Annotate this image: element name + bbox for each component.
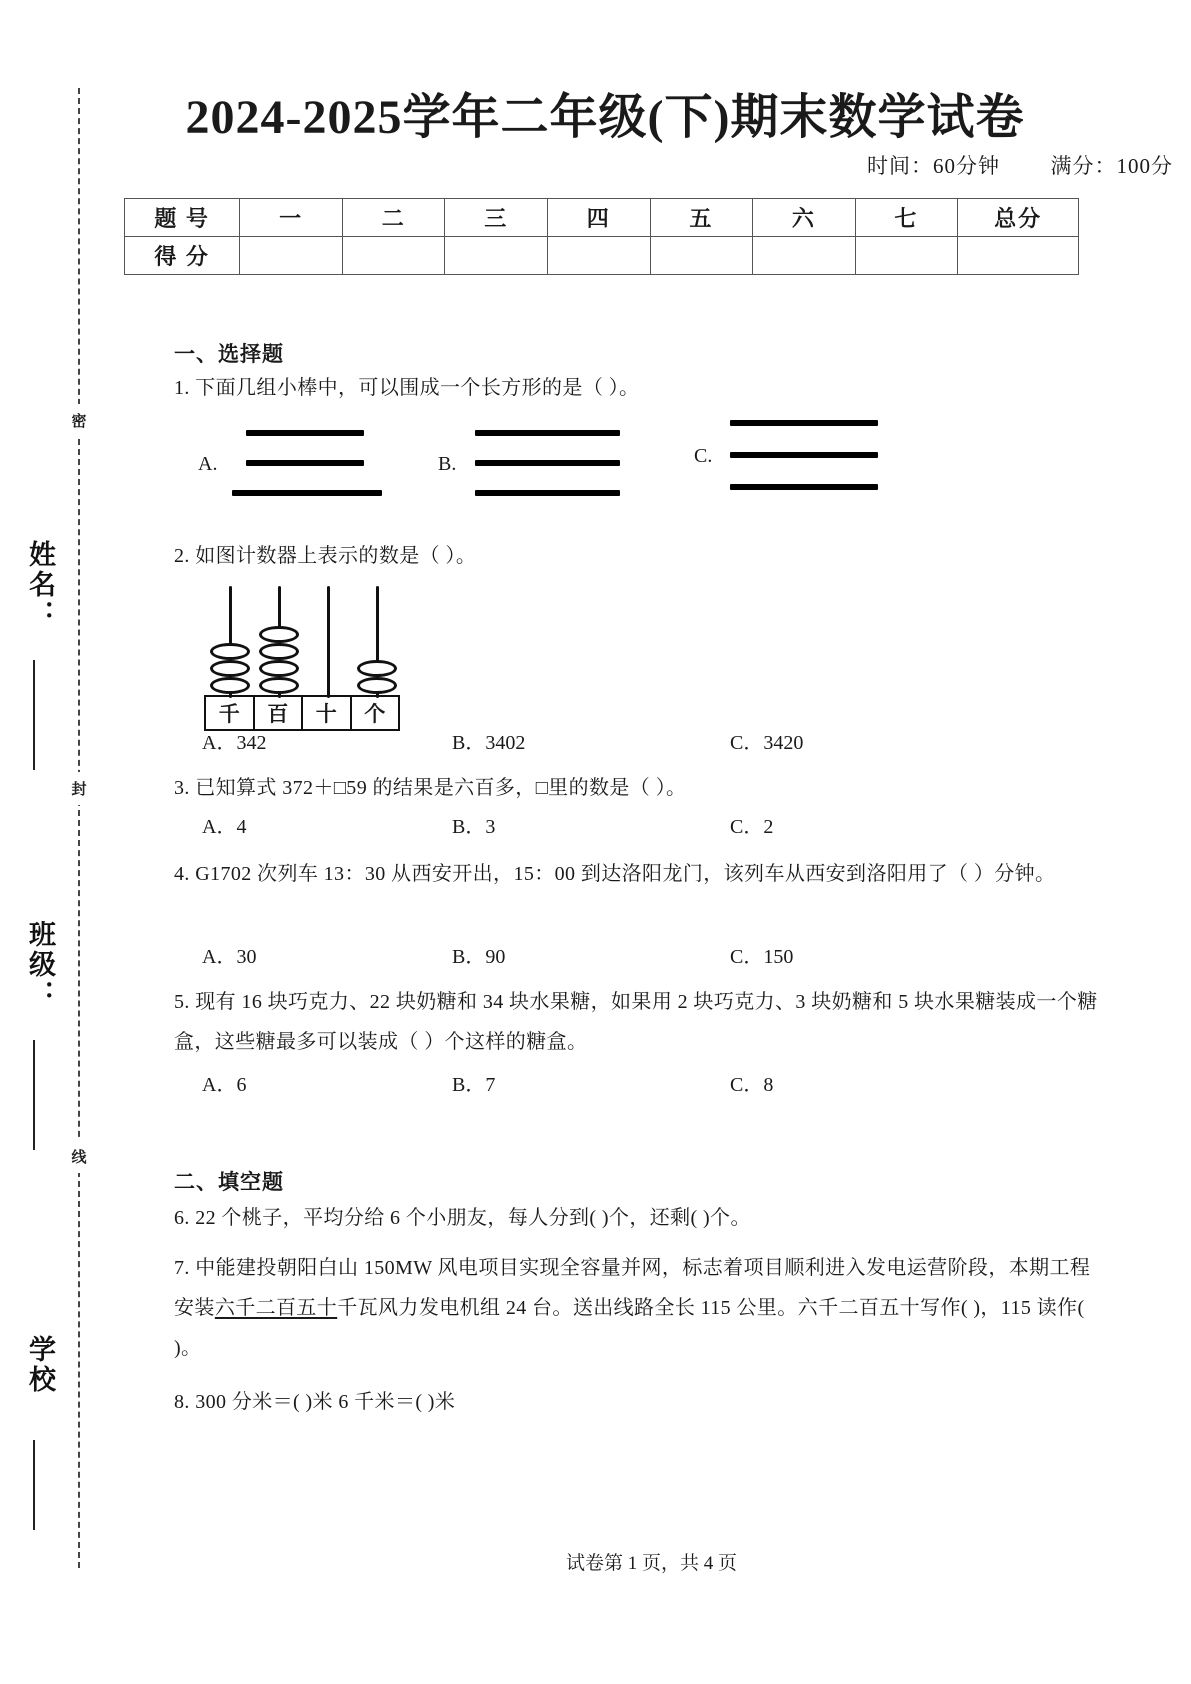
question-2-option-a[interactable]: A．342 [202, 732, 267, 754]
seal-field-class-writeline[interactable] [33, 1040, 35, 1150]
stick-bar [730, 452, 878, 458]
seal-field-school-writeline[interactable] [33, 1440, 35, 1530]
exam-time: 时间：60分钟 [867, 154, 1000, 178]
question-4-option-b[interactable]: B．90 [452, 946, 506, 968]
seal-char-mi: 密 [62, 404, 96, 437]
question-4-number: 4. [174, 863, 190, 885]
exam-page [112, 0, 1191, 1684]
abacus-bead [259, 643, 299, 660]
question-5-text [174, 982, 1099, 1062]
stick-bar [246, 460, 364, 466]
question-7-body-part1: 中能建投朝阳白山 150MW 风电项目实现全容量并网，标志着项目顺利进入发电运营阶段，本期工程安装 [174, 1257, 1091, 1319]
score-cell-6[interactable] [753, 237, 856, 275]
question-8-block [174, 1382, 1099, 1422]
stick-group-b-bars [472, 424, 622, 504]
stick-group-c-bars [728, 416, 878, 496]
question-7-text [174, 1248, 1099, 1368]
score-cell-2[interactable] [342, 237, 445, 275]
question-6-number: 6. [174, 1207, 190, 1229]
abacus-diagram [204, 586, 404, 731]
score-table-label-score: 得 分 [125, 237, 240, 275]
stick-group-a-label: A. [198, 452, 218, 475]
question-5-number: 5. [174, 991, 190, 1013]
page-footer: 试卷第 1 页，共 4 页 [565, 1553, 737, 1574]
question-4-options [174, 940, 1094, 974]
question-7-number: 7. [174, 1257, 190, 1279]
question-2-option-c[interactable]: C．3420 [730, 732, 804, 754]
sealing-dashed-line [78, 88, 80, 1568]
abacus-bead [357, 677, 397, 694]
seal-field-school-label: 学校 [25, 1335, 55, 1395]
question-6-block [174, 1198, 1099, 1238]
question-5-option-a[interactable]: A．6 [202, 1074, 247, 1096]
question-7-block [174, 1248, 1099, 1368]
table-row-scores [125, 237, 1079, 275]
question-3-option-b[interactable]: B．3 [452, 816, 496, 838]
score-cell-7[interactable] [855, 237, 958, 275]
seal-field-name-label: 姓名： [25, 540, 55, 630]
question-2-options [174, 726, 1094, 760]
stick-group-c [694, 416, 878, 496]
score-table-col-3: 三 [445, 199, 548, 237]
question-1-block [174, 338, 1094, 516]
score-cell-4[interactable] [548, 237, 651, 275]
exam-full-score: 满分：100分 [1050, 154, 1173, 178]
score-cell-5[interactable] [650, 237, 753, 275]
question-5-option-c[interactable]: C．8 [730, 1074, 774, 1096]
seal-field-school [8, 1300, 60, 1430]
question-6-text [174, 1198, 1099, 1238]
abacus-bead [357, 660, 397, 677]
question-5-option-b[interactable]: B．7 [452, 1074, 496, 1096]
question-2-option-b[interactable]: B．3402 [452, 732, 526, 754]
stick-group-c-label: C. [694, 444, 713, 467]
abacus-place-thousands: 千 [206, 697, 255, 729]
question-4-block [174, 854, 1099, 894]
abacus-bead [210, 677, 250, 694]
abacus-rod [327, 586, 330, 698]
stick-bar [730, 484, 878, 490]
abacus-bead [259, 660, 299, 677]
stick-bar [475, 490, 620, 496]
stick-bar [730, 420, 878, 426]
score-table-col-2: 二 [342, 199, 445, 237]
abacus-bead [259, 677, 299, 694]
score-cell-1[interactable] [240, 237, 343, 275]
question-1-body: 下面几组小棒中，可以围成一个长方形的是（ ）。 [195, 377, 640, 399]
stick-group-a-bars [232, 424, 382, 504]
question-5-body: 现有 16 块巧克力、22 块奶糖和 34 块水果糖，如果用 2 块巧克力、3 块奶糖和 5 块水果糖装成一个糖盒，这些糖最多可以装成（ ）个这样的糖盒。 [174, 991, 1098, 1053]
question-3-text [174, 768, 1094, 808]
seal-field-name [8, 520, 60, 650]
question-3-number: 3. [174, 777, 190, 799]
seal-field-name-writeline[interactable] [33, 660, 35, 770]
question-3-block [174, 768, 1094, 808]
score-table-col-7: 七 [855, 199, 958, 237]
question-4-text [174, 854, 1099, 894]
question-4-option-c[interactable]: C．150 [730, 946, 794, 968]
abacus-bead [210, 643, 250, 660]
question-3-option-a[interactable]: A．4 [202, 816, 247, 838]
stick-bar [475, 430, 620, 436]
abacus-bead [210, 660, 250, 677]
score-table-col-5: 五 [650, 199, 753, 237]
question-4-body: G1702 次列车 13：30 从西安开出，15：00 到达洛阳龙门，该列车从西安到洛阳用了（ ）分钟。 [195, 863, 1056, 885]
sealing-margin [0, 0, 112, 1684]
question-4-option-a[interactable]: A．30 [202, 946, 257, 968]
question-3-body: 已知算式 372＋□59 的结果是六百多，□里的数是（ ）。 [195, 777, 687, 799]
question-8-number: 8. [174, 1391, 190, 1413]
seal-field-class [8, 900, 60, 1030]
question-1-number: 1. [174, 377, 190, 399]
question-3-options [174, 810, 1094, 844]
abacus-place-hundreds: 百 [255, 697, 304, 729]
page-title: 2024-2025学年二年级(下)期末数学试卷 [185, 91, 1025, 144]
question-8-body[interactable]: 300 分米＝( )米 6 千米＝( )米 [195, 1391, 456, 1413]
stick-group-diagram [174, 424, 1094, 516]
question-6-body[interactable]: 22 个桃子，平均分给 6 个小朋友，每人分到( )个，还剩( )个。 [195, 1207, 751, 1229]
question-2-block [174, 536, 1094, 731]
score-table [124, 198, 1079, 275]
question-2-number: 2. [174, 545, 190, 567]
question-2-body: 如图计数器上表示的数是（ ）。 [195, 545, 477, 567]
question-5-block [174, 982, 1099, 1062]
abacus-place-tens: 十 [303, 697, 352, 729]
section-2-heading: 二、填空题 [174, 1171, 284, 1194]
question-5-options [174, 1068, 1094, 1102]
seal-char-feng: 封 [62, 772, 96, 805]
score-cell-total[interactable] [958, 237, 1079, 275]
stick-bar [246, 430, 364, 436]
question-1-text [174, 368, 1094, 408]
stick-group-b-label: B. [438, 452, 457, 475]
table-row-question-numbers [125, 199, 1079, 237]
seal-char-xian: 线 [62, 1140, 96, 1173]
abacus-bead [259, 626, 299, 643]
score-cell-3[interactable] [445, 237, 548, 275]
question-7-body-part2[interactable]: 千瓦风力发电机组 24 台。送出线路全长 115 公里。六千二百五十写作( )，115 读作( )。 [174, 1297, 1085, 1359]
stick-bar [232, 490, 382, 496]
stick-group-b [438, 424, 622, 504]
question-7-underlined-number: 六千二百五十 [214, 1297, 338, 1319]
score-table-label-qnum: 题 号 [125, 199, 240, 237]
stick-bar [475, 460, 620, 466]
seal-field-class-label: 班级： [25, 920, 55, 1010]
exam-meta [867, 150, 1173, 180]
score-table-col-4: 四 [548, 199, 651, 237]
question-3-option-c[interactable]: C．2 [730, 816, 774, 838]
stick-group-a [198, 424, 382, 504]
score-table-col-1: 一 [240, 199, 343, 237]
question-2-text [174, 536, 1094, 576]
abacus-place-ones: 个 [364, 703, 386, 726]
section-1-heading: 一、选择题 [174, 343, 284, 366]
score-table-col-total: 总分 [958, 199, 1079, 237]
question-8-text [174, 1382, 1099, 1422]
score-table-col-6: 六 [753, 199, 856, 237]
